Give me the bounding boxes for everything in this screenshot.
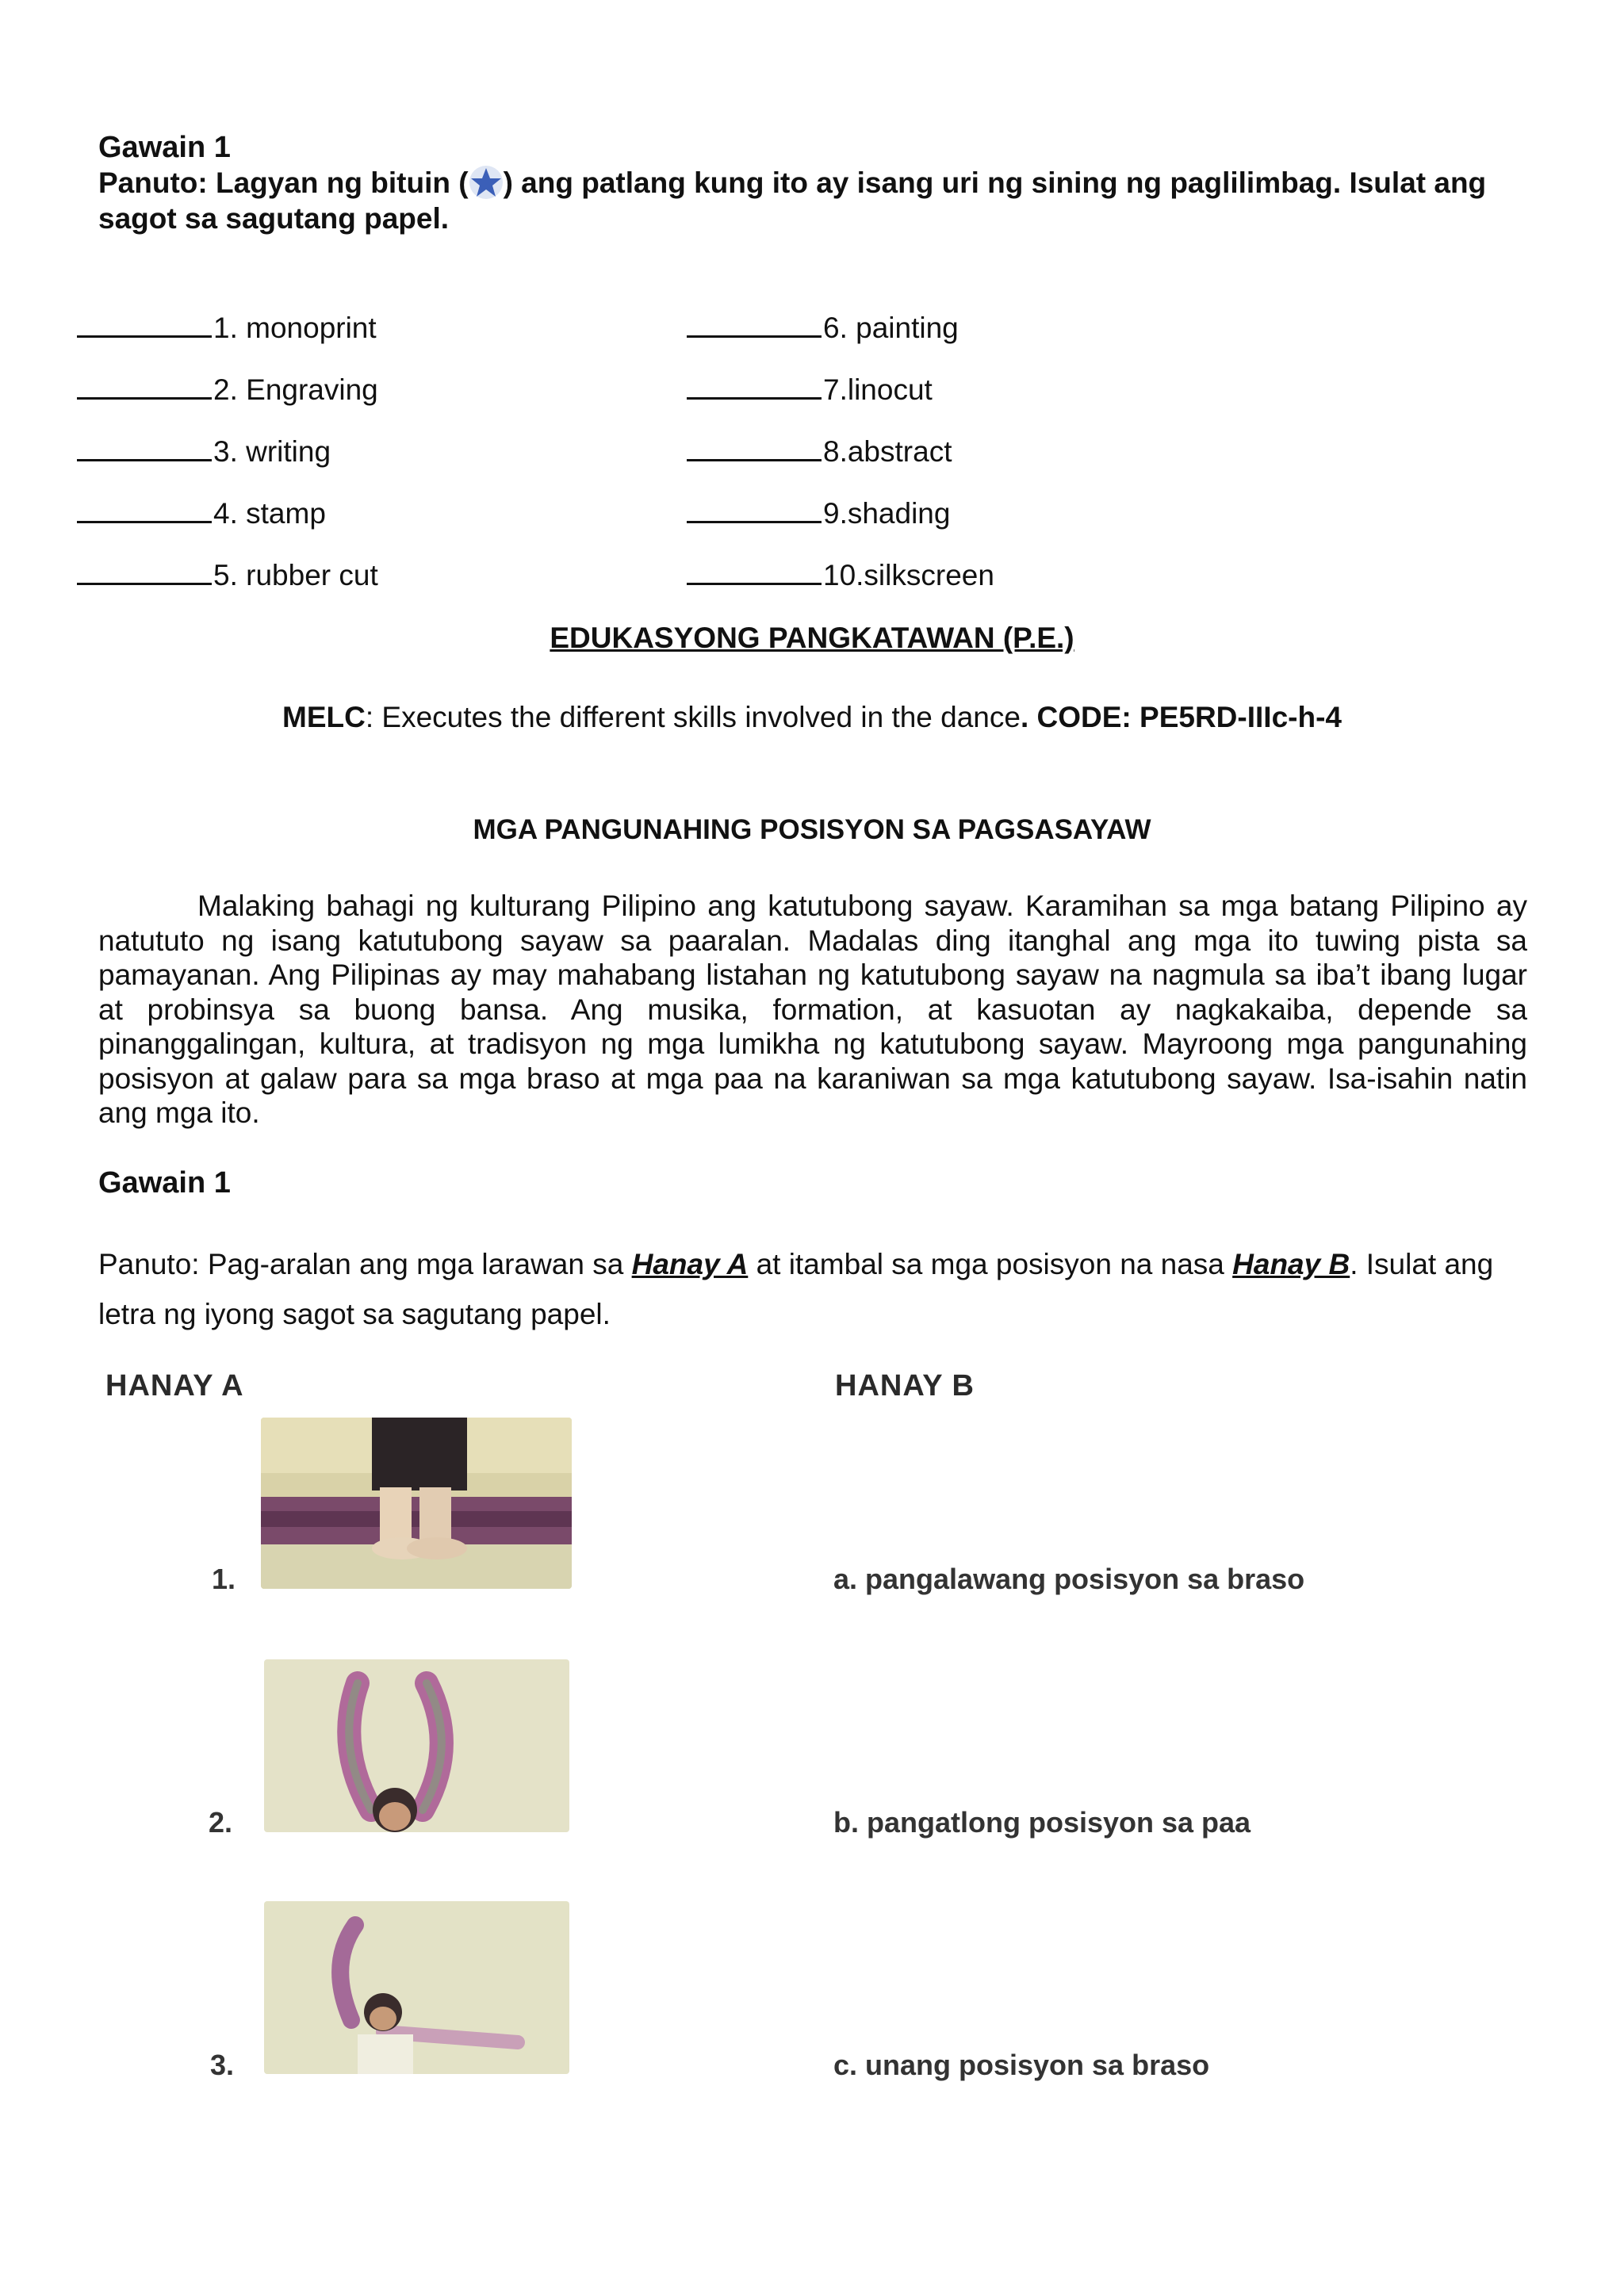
list-item: 2. Engraving xyxy=(77,373,378,434)
hanay-a-number: 1. xyxy=(212,1563,236,1595)
lesson-paragraph: Malaking bahagi ng kulturang Pilipino ang katutubong sayaw. Karamihan sa mga batang Pilipino ay natututo ng isang katutubong sayaw sa paaralan. Madalas ding itanghal ang mga ito tuwing pista sa pamayanan. Ang Pilipinas ay may mahabang listahan ng katutubong sayaw na nagmula sa iba’t ibang lugar at probinsya sa buong bansa. Ang musika, formation, at kasuotan ay nagkakaiba, depende sa pinanggalingan, kultura, at tradisyon ng mga lumikha ng katutubong sayaw. Mayroong mga pangunahing posisyon at galaw para sa mga braso at mga paa na karaniwan sa mga katutubong sayaw. Isa-isahin natin ang mga ito. xyxy=(98,890,1527,1129)
answer-blank[interactable] xyxy=(77,312,212,338)
list-item: 3. writing xyxy=(77,434,378,496)
list-item: 9.shading xyxy=(687,496,994,558)
answer-blank[interactable] xyxy=(77,559,212,585)
list-item: 8.abstract xyxy=(687,434,994,496)
gawain-bottom-title: Gawain 1 xyxy=(98,1166,231,1200)
gawain-top-instruction xyxy=(98,165,1549,236)
hanay-b-choice: a. pangalawang posisyon sa braso xyxy=(833,1563,1305,1595)
gawain-top-title: Gawain 1 xyxy=(98,131,231,164)
instruction-before-star: Panuto: Lagyan ng bituin ( xyxy=(98,166,469,199)
section-title: EDUKASYONG PANGKATAWAN (P.E.) xyxy=(550,622,1074,654)
items-right xyxy=(687,311,994,620)
list-item: 6. painting xyxy=(687,311,994,373)
hanay-a-number: 2. xyxy=(209,1806,233,1839)
photo-feet-position xyxy=(261,1418,572,1589)
gawain-bottom-instruction: Panuto: Pag-aralan ang mga larawan sa Hanay A at itambal sa mga posisyon na nasa Hanay B. Isulat ang letra ng iyong sagot sa sagutang papel. xyxy=(98,1248,1494,1330)
list-item: 7.linocut xyxy=(687,373,994,434)
answer-blank[interactable] xyxy=(687,312,822,338)
answer-blank[interactable] xyxy=(687,373,822,400)
answer-blank[interactable] xyxy=(687,435,822,461)
photo-arm-up-side xyxy=(264,1901,569,2074)
lesson-title: MGA PANGUNAHING POSISYON SA PAGSASAYAW xyxy=(473,814,1151,845)
star-icon xyxy=(469,165,504,200)
list-item: 4. stamp xyxy=(77,496,378,558)
items-left xyxy=(77,311,378,620)
instruction-after-star: ) ang patlang kung ito ay isang uri ng sining ng paglilimbag. Isulat ang sagot sa sagutang papel. xyxy=(98,166,1487,235)
melc-label: MELC xyxy=(282,701,366,733)
melc-code: . CODE: PE5RD-IIIc-h-4 xyxy=(1020,701,1342,733)
hanay-a-heading: HANAY A xyxy=(105,1369,244,1402)
answer-blank[interactable] xyxy=(77,497,212,523)
melc-line xyxy=(0,701,1624,734)
hanay-b-link: Hanay B xyxy=(1232,1248,1350,1280)
answer-blank[interactable] xyxy=(687,497,822,523)
hanay-a-number: 3. xyxy=(210,2049,235,2081)
answer-blank[interactable] xyxy=(77,373,212,400)
hanay-b-choice: c. unang posisyon sa braso xyxy=(833,2049,1210,2081)
list-item: 10.silkscreen xyxy=(687,558,994,620)
list-item: 1. monoprint xyxy=(77,311,378,373)
photo-arms-overhead xyxy=(264,1659,569,1832)
answer-blank[interactable] xyxy=(77,435,212,461)
list-item: 5. rubber cut xyxy=(77,558,378,620)
hanay-b-heading: HANAY B xyxy=(835,1369,975,1402)
hanay-a-link: Hanay A xyxy=(631,1248,749,1280)
answer-blank[interactable] xyxy=(687,559,822,585)
melc-text: : Executes the different skills involved in the dance xyxy=(365,701,1021,733)
hanay-b-choice: b. pangatlong posisyon sa paa xyxy=(833,1806,1251,1839)
